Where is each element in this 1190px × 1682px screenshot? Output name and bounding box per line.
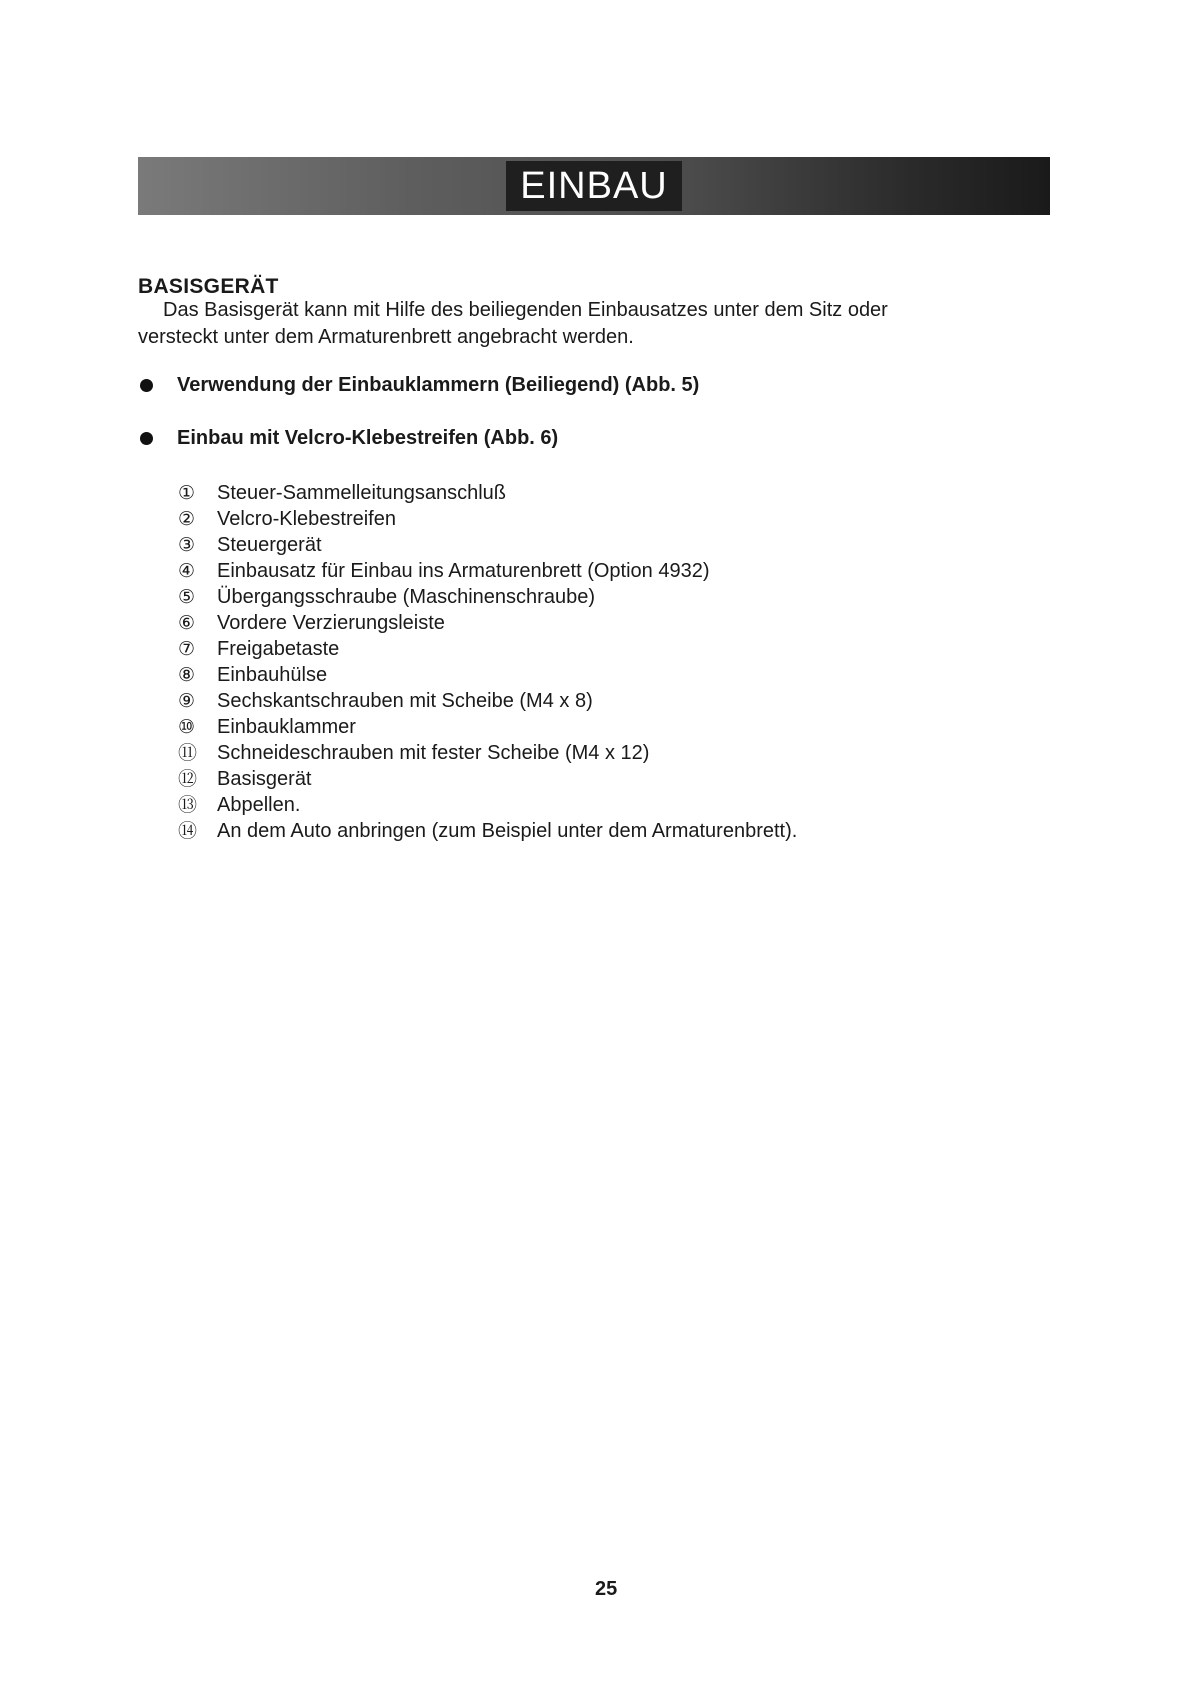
item-number: ⑫: [178, 768, 198, 790]
item-number: ⑭: [178, 820, 198, 842]
page-title: EINBAU: [506, 161, 681, 211]
intro-paragraph: [138, 297, 1018, 351]
list-item: [178, 636, 797, 662]
list-item: [178, 532, 797, 558]
list-item: [178, 766, 797, 792]
list-item: [178, 480, 797, 506]
item-text: Schneideschrauben mit fester Scheibe (M4 x 12): [217, 742, 650, 764]
item-text: Abpellen.: [217, 794, 301, 816]
item-number: ①: [178, 482, 196, 504]
bullet-dot-icon: [140, 379, 153, 392]
bullet-dot-icon: [140, 432, 153, 445]
page-number: 25: [595, 1578, 618, 1600]
list-item: [178, 506, 797, 532]
item-number: ⑩: [178, 716, 196, 738]
list-item: [178, 740, 797, 766]
intro-line-2: versteckt unter dem Armaturenbrett angebracht werden.: [138, 326, 634, 348]
item-number: ⑬: [178, 794, 198, 816]
list-item: [178, 688, 797, 714]
item-text: Basisgerät: [217, 768, 312, 790]
item-text: Steuer-Sammelleitungsanschluß: [217, 482, 507, 504]
item-number: ⑪: [178, 742, 198, 764]
item-text: Velcro-Klebestreifen: [217, 508, 396, 530]
list-item: [178, 818, 797, 844]
bullet-item: [140, 427, 558, 450]
list-item: [178, 584, 797, 610]
item-text: Steuergerät: [217, 534, 322, 556]
list-item: [178, 792, 797, 818]
item-text: An dem Auto anbringen (zum Beispiel unter dem Armaturenbrett).: [217, 820, 798, 842]
intro-line-1: Das Basisgerät kann mit Hilfe des beiliegenden Einbausatzes unter dem Sitz oder: [163, 299, 888, 321]
parts-list: [178, 480, 797, 844]
item-number: ⑤: [178, 586, 196, 608]
list-item: [178, 714, 797, 740]
list-item: [178, 558, 797, 584]
item-number: ⑧: [178, 664, 196, 686]
bullet-item: [140, 374, 699, 397]
list-item: [178, 662, 797, 688]
section-heading: BASISGERÄT: [138, 275, 279, 298]
item-text: Einbauhülse: [217, 664, 328, 686]
bullet-text: Einbau mit Velcro-Klebestreifen (Abb. 6): [177, 427, 559, 449]
list-item: [178, 610, 797, 636]
bullet-text: Verwendung der Einbauklammern (Beiliegend) (Abb. 5): [177, 374, 700, 396]
item-text: Einbausatz für Einbau ins Armaturenbrett (Option 4932): [217, 560, 710, 582]
item-number: ⑥: [178, 612, 196, 634]
item-number: ③: [178, 534, 196, 556]
item-text: Übergangsschraube (Maschinenschraube): [217, 586, 595, 608]
item-text: Einbauklammer: [217, 716, 356, 738]
item-number: ⑨: [178, 690, 196, 712]
item-text: Sechskantschrauben mit Scheibe (M4 x 8): [217, 690, 593, 712]
item-number: ⑦: [178, 638, 196, 660]
item-text: Freigabetaste: [217, 638, 340, 660]
item-number: ④: [178, 560, 196, 582]
title-banner: [138, 157, 1050, 215]
item-number: ②: [178, 508, 196, 530]
item-text: Vordere Verzierungsleiste: [217, 612, 445, 634]
